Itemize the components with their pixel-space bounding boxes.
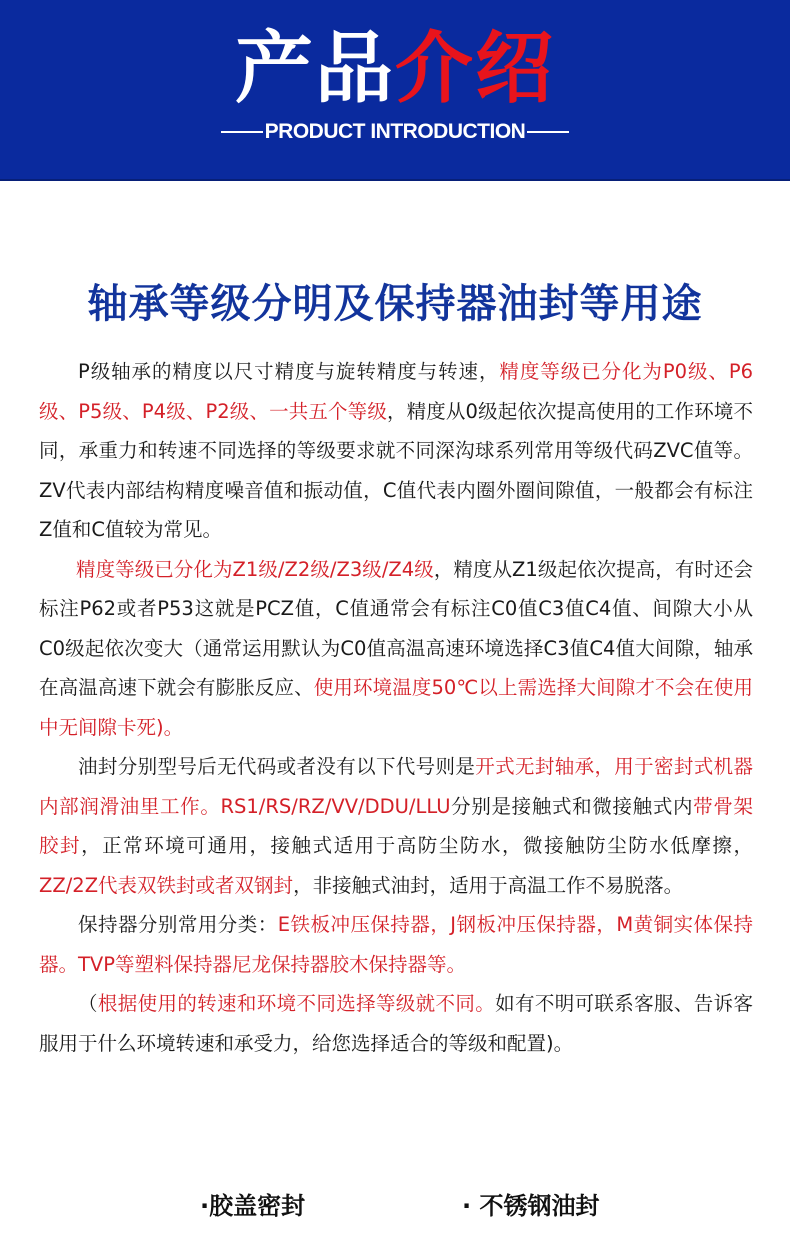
feature-rubber-seal: ·胶盖密封 — [200, 1192, 306, 1220]
product-intro-banner — [0, 0, 790, 181]
paragraph-contact-note — [39, 984, 753, 1063]
subtitle-right-rule — [527, 131, 569, 133]
banner-subtitle — [0, 120, 790, 144]
description-body — [39, 352, 753, 1063]
highlight-segment: ZZ/2Z代表双铁封或者双钢封 — [39, 873, 294, 897]
banner-title — [0, 24, 790, 114]
subtitle-left-rule — [221, 131, 263, 133]
highlight-segment: 使用环境温度50℃以上需选择大间隙才不会在使用中无间隙卡死)。 — [39, 676, 753, 739]
text-segment: 保持器分别常用分类： — [78, 913, 278, 936]
highlight-segment: 精度等级已分化为Z1级/Z2级/Z3级/Z4级 — [76, 557, 434, 581]
highlight-segment: 带骨架胶封 — [39, 794, 753, 857]
text-segment: ，正常环境可通用，接触式适用于高防尘防水，微接触防尘防水低摩擦， — [81, 834, 753, 857]
text-segment: 分别是接触式和微接触式内 — [450, 794, 694, 818]
banner-title-red: 介绍 — [395, 24, 556, 114]
paragraph-seals — [39, 747, 753, 905]
text-segment: ，精度从0级起依次提高使用的工作环境不同，承重力和转速不同选择的等级要求就不同深沟球系列常用等级代码ZVC值等。ZV代表内部结构精度噪音值和振动值，C值代表内圈外圈间隙值，一般都会有标注Z值和C值较为常见。 — [39, 399, 753, 541]
highlight-segment: 根据使用的转速和环境不同选择等级就不同。 — [97, 992, 496, 1015]
highlight-segment: E铁板冲压保持器，J钢板冲压保持器，M黄铜实体保持器。TVP等塑料保持器尼龙保持器胶木保持器等。 — [39, 913, 753, 976]
paragraph-cages — [39, 905, 753, 984]
feature-stainless-oil-seal: · 不锈钢油封 — [462, 1192, 600, 1220]
text-segment: （ — [78, 992, 98, 1015]
highlight-segment: 开式无封轴承，用于密封式机器内部润滑油里工作。RS1/RS/RZ/VV/DDU/LLU — [39, 755, 753, 818]
paragraph-clearance-grades — [39, 550, 753, 748]
text-segment: P级轴承的精度以尺寸精度与旋转精度与转速， — [78, 360, 500, 383]
text-segment: 油封分别型号后无代码或者没有以下代号则是 — [78, 755, 476, 778]
text-segment: ，精度从Z1级起依次提高，有时还会标注P62或者P53这就是PCZ值，C值通常会有标注C0值C3值C4值、间隙大小从C0级起依次变大（通常运用默认为C0值高温高速环境选择C3值C4值大间隙，轴承在高温高速下就会有膨胀反应、 — [39, 557, 754, 699]
banner-subtitle-text: PRODUCT INTRODUCTION — [264, 120, 526, 143]
text-segment: 如有不明可联系客服、告诉客服用于什么环境转速和承受力，给您选择适合的等级和配置)。 — [39, 992, 753, 1055]
highlight-segment: 精度等级已分化为P0级、P6级、P5级、P4级、P2级、一共五个等级 — [39, 360, 753, 423]
banner-title-white: 产品 — [234, 24, 395, 114]
text-segment: ，非接触式油封，适用于高温工作不易脱落。 — [293, 873, 684, 897]
paragraph-precision-grades — [39, 352, 753, 550]
section-title: 轴承等级分明及保持器油封等用途 — [87, 281, 703, 327]
